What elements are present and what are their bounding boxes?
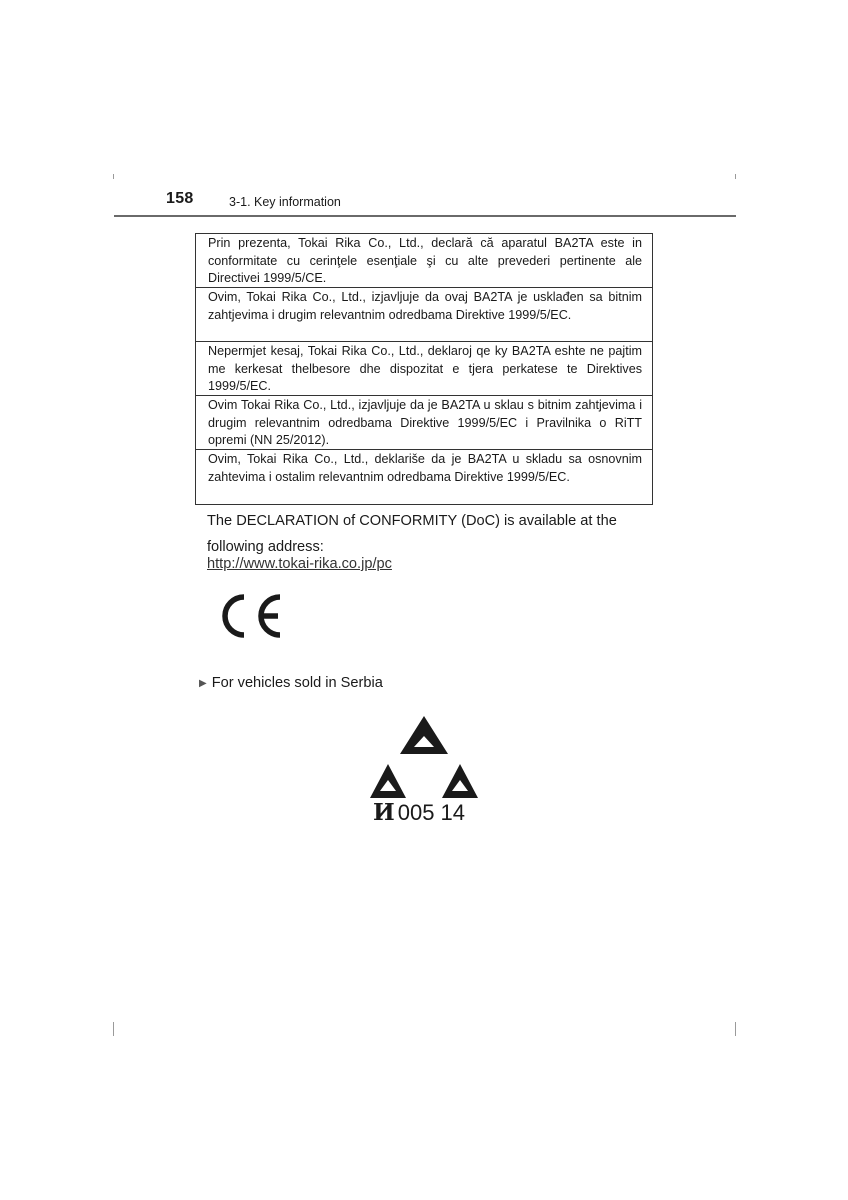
doc-link[interactable]: http://www.tokai-rika.co.jp/pc xyxy=(207,556,392,572)
declaration-romanian: Prin prezenta, Tokai Rika Co., Ltd., declară că aparatul BA2TA este in conformitate cu cerinţele esenţiale şi cu alte prevederi pertinente ale Directivei 1999/5/CE. xyxy=(196,234,652,288)
serbia-prefix: И xyxy=(373,799,395,826)
crop-mark-bottom-right xyxy=(735,1022,736,1036)
section-title: 3-1. Key information xyxy=(229,195,341,209)
serbia-heading xyxy=(199,675,383,691)
serbia-code-number: 005 14 xyxy=(397,800,466,825)
bullet-arrow-icon: ▶ xyxy=(199,678,207,689)
declarations-table xyxy=(195,233,653,505)
declaration-bosnian: Ovim, Tokai Rika Co., Ltd., izjavljuje da ovaj BA2TA je usklađen sa bitnim zahtjevima i drugim relevantnim odredbama Direktive 1999/5/EC. xyxy=(196,288,652,342)
page-header xyxy=(114,188,736,218)
crop-mark-bottom-left xyxy=(113,1022,114,1036)
serbia-heading-text: For vehicles sold in Serbia xyxy=(211,675,383,691)
serbia-triangle-mark-icon xyxy=(368,714,480,802)
serbia-certification-code xyxy=(373,799,465,826)
header-rule xyxy=(114,215,736,217)
declaration-serbian: Ovim, Tokai Rika Co., Ltd., deklariše da je BA2TA u skladu sa osnovnim zahtevima i ostalim relevantnim odredbama Direktive 1999/5/EC. xyxy=(208,452,642,484)
page-number: 158 xyxy=(166,190,194,207)
crop-mark-top-right xyxy=(735,174,736,179)
doc-statement: The DECLARATION of CONFORMITY (DoC) is available at the following address: xyxy=(207,513,617,555)
ce-mark-icon xyxy=(222,592,288,640)
declaration-croatian: Ovim Tokai Rika Co., Ltd., izjavljuje da je BA2TA u sklau s bitnim zahtjevima i drugim relevantnim odredbama Direktive 1999/5/EC i Pravilnika o RiTT opremi (NN 25/2012). xyxy=(196,396,652,450)
crop-mark-top-left xyxy=(113,174,114,179)
declaration-albanian: Nepermjet kesaj, Tokai Rika Co., Ltd., deklaroj qe ky BA2TA eshte ne pajtim me kerkesat thelbesore dhe dispozitat e tjera perkatese te Direktives 1999/5/EC. xyxy=(196,342,652,396)
